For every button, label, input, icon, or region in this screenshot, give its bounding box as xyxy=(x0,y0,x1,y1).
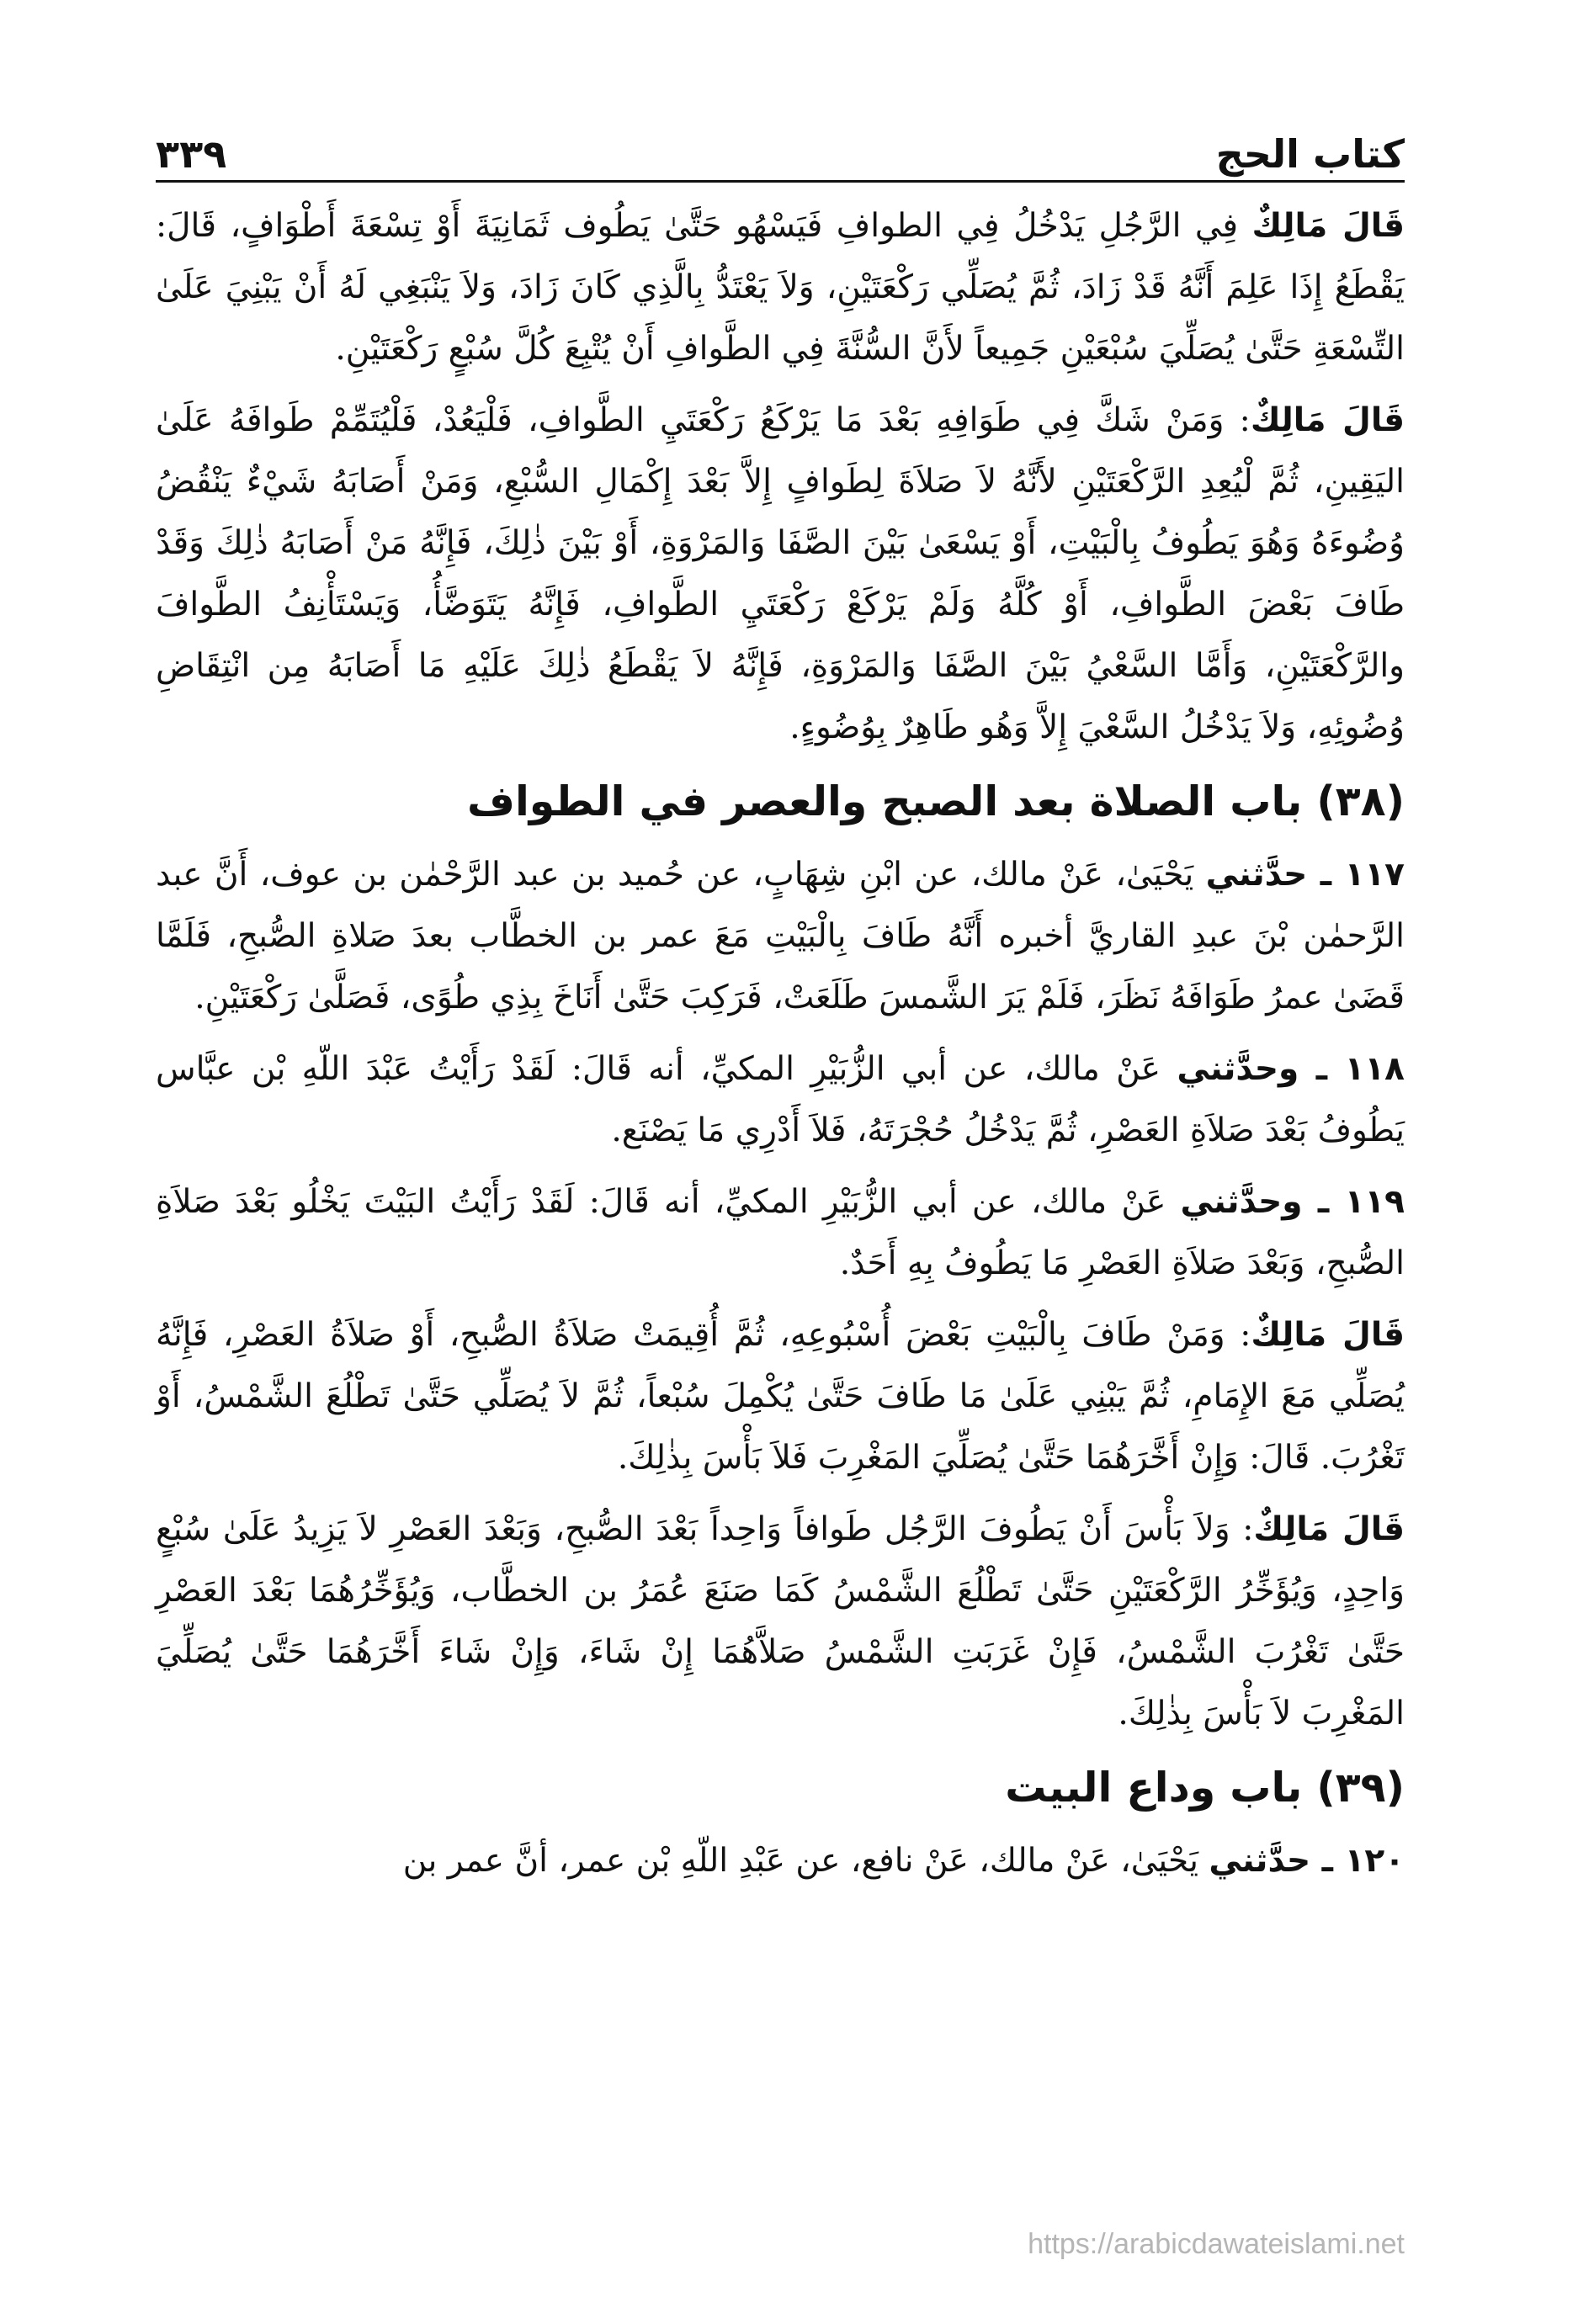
paragraph-lead: قَالَ مَالِكٌ xyxy=(1251,1316,1405,1354)
running-title: كتاب الحج xyxy=(1215,131,1405,177)
paragraph-lead: قَالَ مَالِكٌ xyxy=(1250,401,1405,439)
header-rule xyxy=(156,180,1405,183)
paragraph-lead: قَالَ مَالِكٌ xyxy=(1251,207,1405,245)
paragraph-text: : وَمَنْ شَكَّ فِي طَوَافِهِ بَعْدَ مَا يَرْكَعُ رَكْعَتَيِ الطَّوافِ، فَلْيَعُدْ، فَلْيُتَمِّمْ طَوافَهُ عَلَىٰ اليَقِينِ، ثُمَّ لْيُعِدِ الرَّكْعَتَيْنِ لأَنَّهُ لاَ صَلاَةَ لِطَوافٍ إِلاَّ بَعْدَ إِكْمَالِ السُّبْعِ، وَمَنْ أَصَابَهُ شَيْءٌ يَنْقُضُ وُضُوءَهُ وَهُوَ يَطُوفُ بِالْبَيْتِ، أَوْ يَسْعَىٰ بَيْنَ الصَّفَا وَالمَرْوَةِ، أَوْ بَيْنَ ذٰلِكَ، فَإِنَّهُ مَنْ أَصَابَهُ ذٰلِكَ وَقَدْ طَافَ بَعْضَ الطَّوافِ، أَوْ كُلَّهُ وَلَمْ يَرْكَعْ رَكْعَتَيِ الطَّوافِ، فَإِنَّهُ يَتَوَضَّأُ، وَيَسْتَأْنِفُ الطَّوافَ والرَّكْعَتَيْنِ، وَأَمَّا السَّعْيُ بَيْنَ الصَّفَا وَالمَرْوَةِ، فَإِنَّهُ لاَ يَقْطَعُ ذٰلِكَ عَلَيْهِ مَا أَصَابَهُ مِن انْتِقَاضِ وُضُوئِهِ، وَلاَ يَدْخُلُ السَّعْيَ إِلاَّ وَهُو طَاهِرٌ بِوُضُوءٍ. xyxy=(156,401,1405,746)
paragraph-text: عَنْ مالك، عن أبي الزُّبَيْرِ المكيِّ، أنه قَالَ: لَقَدْ رَأَيْتُ البَيْتَ يَخْلُو بَعْدَ صَلاَةِ الصُّبحِ، وَبَعْدَ صَلاَةِ العَصْرِ مَا يَطُوفُ بِهِ أَحَدٌ. xyxy=(156,1183,1405,1282)
paragraph-text: فِي الرَّجُلِ يَدْخُلُ فِي الطوافِ فَيَسْهُو حَتَّىٰ يَطُوف ثَمَانِيَةَ أَوْ تِسْعَةَ أَطْوَافٍ، قَالَ: يَقْطَعُ إِذَا عَلِمَ أَنَّهُ قَدْ زَادَ، ثُمَّ يُصَلِّي رَكْعَتَيْنِ، وَلاَ يَعْتَدُّ بِالَّذِي كَانَ زَادَ، وَلاَ يَنْبَغِي لَهُ أَنْ يَبْنِيَ عَلَىٰ التِّسْعَةِ حَتَّىٰ يُصَلِّيَ سُبْعَيْنِ جَمِيعاً لأَنَّ السُّنَّةَ فِي الطَّوافِ أَنْ يُتْبِعَ كُلَّ سُبْعٍ رَكْعَتَيْنِ. xyxy=(156,207,1405,368)
paragraph-lead: قَالَ مَالِكٌ xyxy=(1253,1510,1405,1548)
paragraph-lead: ١٢٠ ـ حدَّثني xyxy=(1209,1842,1405,1880)
paragraph-lead: ١١٨ ـ وحدَّثني xyxy=(1177,1050,1405,1088)
paragraph xyxy=(156,390,1405,758)
paragraph-text: : وَلاَ بَأْسَ أَنْ يَطُوفَ الرَّجُل طَوافاً وَاحِداً بَعْدَ الصُّبحِ، وَبَعْدَ العَصْرِ لاَ يَزِيدُ عَلَىٰ سُبْعٍ وَاحِدٍ، وَيُؤَخِّرُ الرَّكْعَتَيْنِ حَتَّىٰ تَطْلُعَ الشَّمْسُ كَمَا صَنَعَ عُمَرُ بن الخطَّاب، وَيُؤَخِّرُهُمَا بَعْدَ العَصْرِ حَتَّىٰ تَغْرُبَ الشَّمْسُ، فَإِنْ غَرَبَتِ الشَّمْسُ صَلاَّهُمَا إِنْ شَاءَ، وَإِنْ شَاءَ أَخَّرَهُمَا حَتَّىٰ يُصَلِّيَ المَغْرِبَ لاَ بَأْسَ بِذٰلِكَ. xyxy=(156,1510,1405,1732)
paragraph-text: عَنْ مالك، عن أبي الزُّبَيْرِ المكيِّ، أنه قَالَ: لَقَدْ رَأَيْتُ عَبْدَ اللّهِ بْن عبَّاس يَطُوفُ بَعْدَ صَلاَةِ العَصْرِ، ثُمَّ يَدْخُلُ حُجْرَتَهُ، فَلاَ أَدْرِي مَا يَصْنَع. xyxy=(156,1050,1405,1149)
page-header xyxy=(156,109,1405,177)
paragraph-text: : وَمَنْ طَافَ بِالْبَيْتِ بَعْضَ أُسْبُوعِهِ، ثُمَّ أُقِيمَتْ صَلاَةُ الصُّبحِ، أَوْ صَلاَةُ العَصْرِ، فَإِنَّهُ يُصَلِّي مَعَ الإِمَامِ، ثُمَّ يَبْنِي عَلَىٰ مَا طَافَ حَتَّىٰ يُكْمِلَ سُبْعاً، ثُمَّ لاَ يُصَلِّي حَتَّىٰ تَطْلُعَ الشَّمْسُ، أَوْ تَغْرُبَ. قَالَ: وَإِنْ أَخَّرَهُمَا حَتَّىٰ يُصَلِّيَ المَغْرِبَ فَلاَ بَأْسَ بِذٰلِكَ. xyxy=(156,1316,1405,1477)
hadith-118 xyxy=(156,1038,1405,1161)
paragraph xyxy=(156,195,1405,379)
paragraph-lead: ١١٩ ـ وحدَّثني xyxy=(1180,1183,1405,1221)
paragraph xyxy=(156,1499,1405,1744)
hadith-117 xyxy=(156,844,1405,1028)
watermark-url: https://arabicdawateislami.net xyxy=(1028,2228,1405,2260)
hadith-119 xyxy=(156,1171,1405,1294)
page-body xyxy=(156,195,1405,1902)
section-heading-38: (٣٨) باب الصلاة بعد الصبح والعصر في الطواف xyxy=(467,777,1405,825)
paragraph-text: يَحْيَىٰ، عَنْ مالك، عَنْ نافع، عن عَبْدِ اللّهِ بْن عمر، أنَّ عمر بن xyxy=(402,1842,1209,1880)
paragraph xyxy=(156,1304,1405,1488)
section-heading-39: (٣٩) باب وداع البيت xyxy=(1005,1764,1405,1812)
paragraph-text: يَحْيَىٰ، عَنْ مالك، عن ابْنِ شِهَابٍ، عن حُميد بن عبد الرَّحْمٰن بن عوف، أَنَّ عبد الرَّحمٰن بْنَ عبدِ القاريَّ أخبره أَنَّهُ طَافَ بِالْبَيْتِ مَعَ عمر بن الخطَّاب بعدَ صَلاةِ الصُّبحِ، فَلَمَّا قَضَىٰ عمرُ طَوَافَهُ نَظَرَ، فَلَمْ يَرَ الشَّمسَ طَلَعَتْ، فَرَكِبَ حَتَّىٰ أَنَاخَ بِذِي طُوًى، فَصَلَّىٰ رَكْعَتَيْنِ. xyxy=(156,856,1405,1016)
paragraph-lead: ١١٧ ـ حدَّثني xyxy=(1205,856,1405,894)
page-number: ٣٣٩ xyxy=(156,131,227,177)
hadith-120 xyxy=(156,1830,1405,1892)
